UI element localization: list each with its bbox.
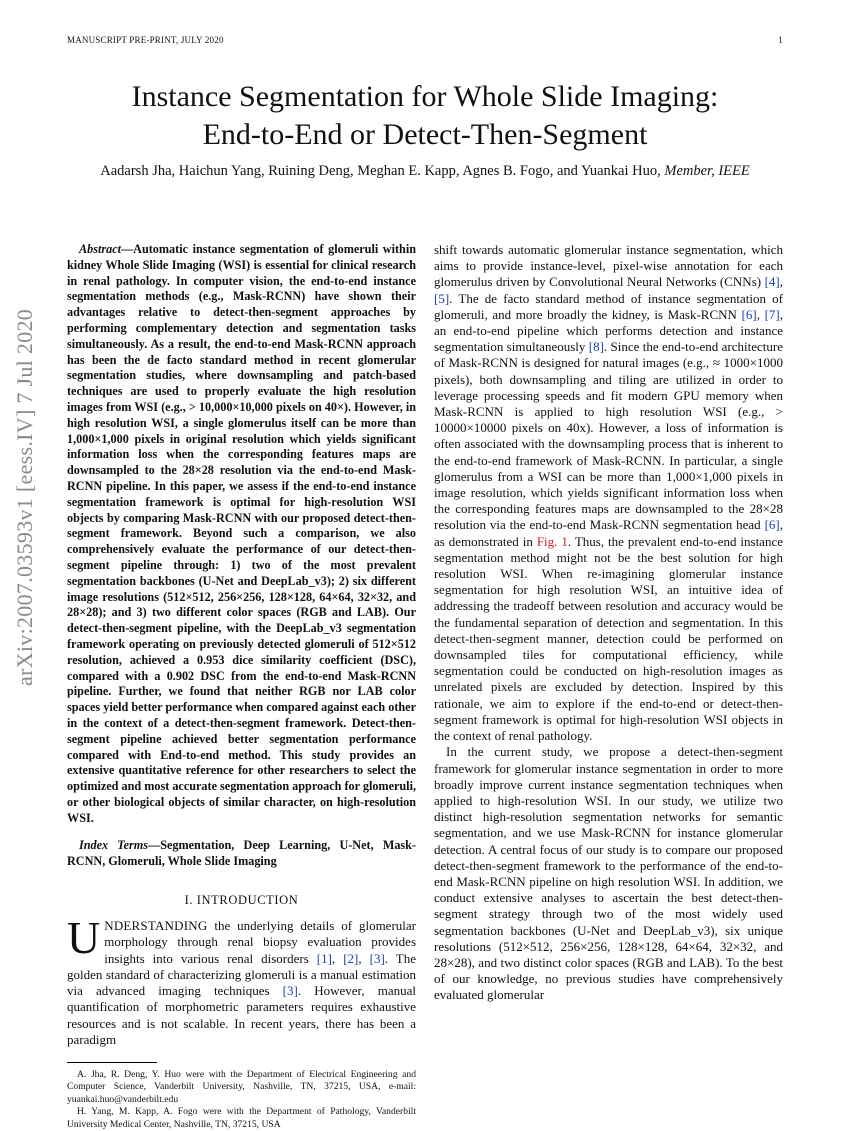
intro-paragraph (67, 912, 417, 1048)
separator: , (779, 274, 783, 290)
separator: , (331, 950, 344, 966)
citation-link[interactable]: [5] (434, 290, 450, 306)
footnote-affiliation-pathology: H. Yang, M. Kapp, A. Fogo were with the Department of Pathology, Vanderbilt University Medical Center, Nashville, TN, 37215, USA (67, 1106, 416, 1130)
text-run: . Since the end-to-end architecture of Mask-RCNN is designed for natural images (e.g., ≈ 1000×1000 pixels), both downsampling and tiling are utilized in order to leverage processing speeds and fit modern GPU memory when Mask-RCNN is applied to high resolution WSI (e.g., > 10000×10000 pixels on 40x). However, a loss of information is often associated with the downsampling process that is inherent to the end-to-end framework of Mask-RCNN. In particular, a single glomerulus from a WSI can be more than 1,000×1,000 pixels in image resolution, which yields significant information loss when the corresponding features maps are downsampled to the 28×28 resolution via the end-to-end Mask-RCNN segmentation head (434, 339, 783, 533)
author-list (40, 163, 810, 180)
index-terms (67, 838, 416, 870)
abstract-text: —Automatic instance segmentation of glomeruli within kidney Whole Slide Imaging (WSI) is essential for clinical research in renal pathology. In computer vision, the end-to-end instance segmentation methods (e.g., Mask-RCNN) have shown their advantages relative to detect-then-segment approaches by performing complementary detection and segmentation tasks simultaneously. As a result, the end-to-end Mask-RCNN approach has been the de facto standard method in recent glomerular segmentation studies, where downsampling and patch-based techniques are used to properly evaluate the high resolution images from WSI (e.g., > 10,000×10,000 pixels on 40×). However, in high resolution WSI, a single glomerulus itself can be more than 1,000×1,000 pixels in original resolution which yields significant information loss when the corresponding features maps are downsampled to the 28×28 resolution via the end-to-end Mask-RCNN pipeline. In this paper, we assess if the end-to-end instance segmentation framework is optimal for high-resolution WSI objects by comparing Mask-RCNN with our proposed detect-then-segment framework. Beyond such a comparison, we also comprehensively evaluate the performance of our detect-then-segment pipeline through: 1) two of the most prevalent segmentation backbones (U-Net and DeepLab_v3); 2) six different image resolutions (512×512, 256×256, 128×128, 64×64, 32×32, and 28×28); and 3) two different color spaces (RGB and LAB). Our detect-then-segment pipeline, with the DeepLab_v3 segmentation framework operating on previously detected glomeruli of 512×512 resolution, achieved a 0.953 dice similarity coefficient (DSC), compared with a 0.902 DSC from the end-to-end Mask-RCNN pipeline. Further, we found that neither RGB nor LAB color spaces yield better performance when compared against each other in the context of a detect-then-segment framework. Detect-then-segment pipeline achieved better segmentation performance compared with End-to-end method. This study provides an extensive quantitative reference for other researchers to select the optimized and most accurate segmentation approach for glomeruli, or other biological objects of similar character, on high-resolution WSI. (67, 242, 416, 825)
footnote-divider (67, 1062, 157, 1063)
citation-link[interactable]: [8] (588, 339, 604, 355)
running-title: MANUSCRIPT PRE-PRINT, JULY 2020 (67, 35, 224, 45)
text-run: . Thus, the prevalent end-to-end instance segmentation method might not be the best solution for high resolution WSI. When re-imagining glomerular instance segmentation for high resolution WSI, an intuitive idea of addressing the tradeoff between resolution and accuracy would be the fundamental separation of detection and segmentation. In this detect-then-segment manner, detection could be performed on downsampled tiles for computational efficiency, while segmentation could be conducted on high-resolution images as unrelated pixels are excluded by detection. Inspired by this rationale, we aim to explore if the end-to-end or detect-then-segment framework is optimal for high-resolution WSI objects in the context of renal pathology. (434, 533, 783, 744)
intro-text-c: . However, manual quantification of morphometric parameters requires exhaustive resources and is not scalable. In recent years, there has been a paradigm (67, 983, 416, 1047)
separator: , (756, 306, 765, 322)
citation-link[interactable]: [3] (369, 950, 385, 966)
text-run: shift towards automatic glomerular instance segmentation, which aims to provide instance-level, pixel-wise annotation for each glomerulus driven by Convolutional Neural Networks (CNNs) (434, 242, 783, 290)
text-run: . The de facto standard method of instance segmentation of glomeruli, and more broadly the kidney, is Mask-RCNN (434, 290, 783, 322)
page-number: 1 (778, 35, 783, 45)
arxiv-stamp[interactable]: arXiv:2007.03593v1 [eess.IV] 7 Jul 2020 (12, 308, 37, 686)
footnote-affiliation-eecs: A. Jha, R. Deng, Y. Huo were with the Department of Electrical Engineering and Computer Science, Vanderbilt University, Nashville, TN, 37215, USA, e-mail: yuankai.huo@vanderbilt.edu (67, 1068, 416, 1105)
intro-text-b: . The golden standard of characterizing glomeruli is a manual estimation via advanced imaging techniques (67, 950, 417, 999)
citation-link[interactable]: [1] (316, 950, 332, 966)
abstract-label: Abstract (79, 242, 121, 256)
text-run: , as demonstrated in (434, 517, 783, 549)
section-heading-introduction: I. INTRODUCTION (184, 893, 299, 908)
running-header (67, 35, 783, 45)
dropcap: U (67, 912, 101, 964)
citation-link[interactable]: [7] (764, 306, 780, 322)
citation-link[interactable]: [2] (343, 950, 359, 966)
title-line-1: Instance Segmentation for Whole Slide Imaging: (131, 80, 719, 113)
intro-continuation (434, 242, 783, 744)
paper-title (40, 78, 810, 154)
index-terms-label: Index Terms (79, 838, 149, 853)
current-study-paragraph: In the current study, we propose a detect-then-segment framework for glomerular instance segmentation in order to more broadly improve current instance segmentation techniques when applied to high-resolution WSI. In our study, we utilize two distinct high-resolution segmentation networks for semantic segmentation, and we use Mask-RCNN for instance glomerular detection. A central focus of our study is to compare our proposed detect-then-segment framework to the performance of the end-to-end Mask-RCNN pipeline on high resolution WSI. In addition, we conduct extensive analyses to ascertain the best detect-then-segment strategy through two of the most widely used segmentation backbones (U-Net and DeepLab_v3), six unique resolutions (512×512, 256×256, 128×128, 64×64, 32×32, and 28×28), and two distinct color spaces (RGB and LAB). To the best of our knowledge, no previous studies have comprehensively evaluated glomerular (434, 744, 783, 1003)
citation-link[interactable]: [4] (764, 274, 780, 290)
abstract (67, 242, 416, 826)
right-column (434, 242, 783, 1004)
intro-lead-word: NDERSTANDING (104, 918, 208, 934)
citation-link[interactable]: [3] (282, 983, 298, 999)
text-run: , an end-to-end pipeline which performs detection and instance segmentation simultaneously (434, 306, 783, 355)
citation-link[interactable]: [6] (741, 306, 757, 322)
index-terms-text: —Segmentation, Deep Learning, U-Net, Mask-RCNN, Glomeruli, Whole Slide Imaging (67, 838, 416, 869)
authors-names: Aadarsh Jha, Haichun Yang, Ruining Deng, Meghan E. Kapp, Agnes B. Fogo, and Yuankai Huo, (100, 163, 661, 179)
citation-link[interactable]: [6] (764, 517, 780, 533)
separator: , (358, 950, 370, 966)
intro-text-a: the underlying details of glomerular morphology through renal biopsy evaluation provides insights into various renal disorders (104, 918, 416, 966)
figure-link[interactable]: Fig. 1 (536, 533, 568, 549)
left-column (67, 242, 416, 1131)
title-line-2: End-to-End or Detect-Then-Segment (202, 118, 648, 151)
authors-suffix: Member, IEEE (664, 163, 750, 179)
